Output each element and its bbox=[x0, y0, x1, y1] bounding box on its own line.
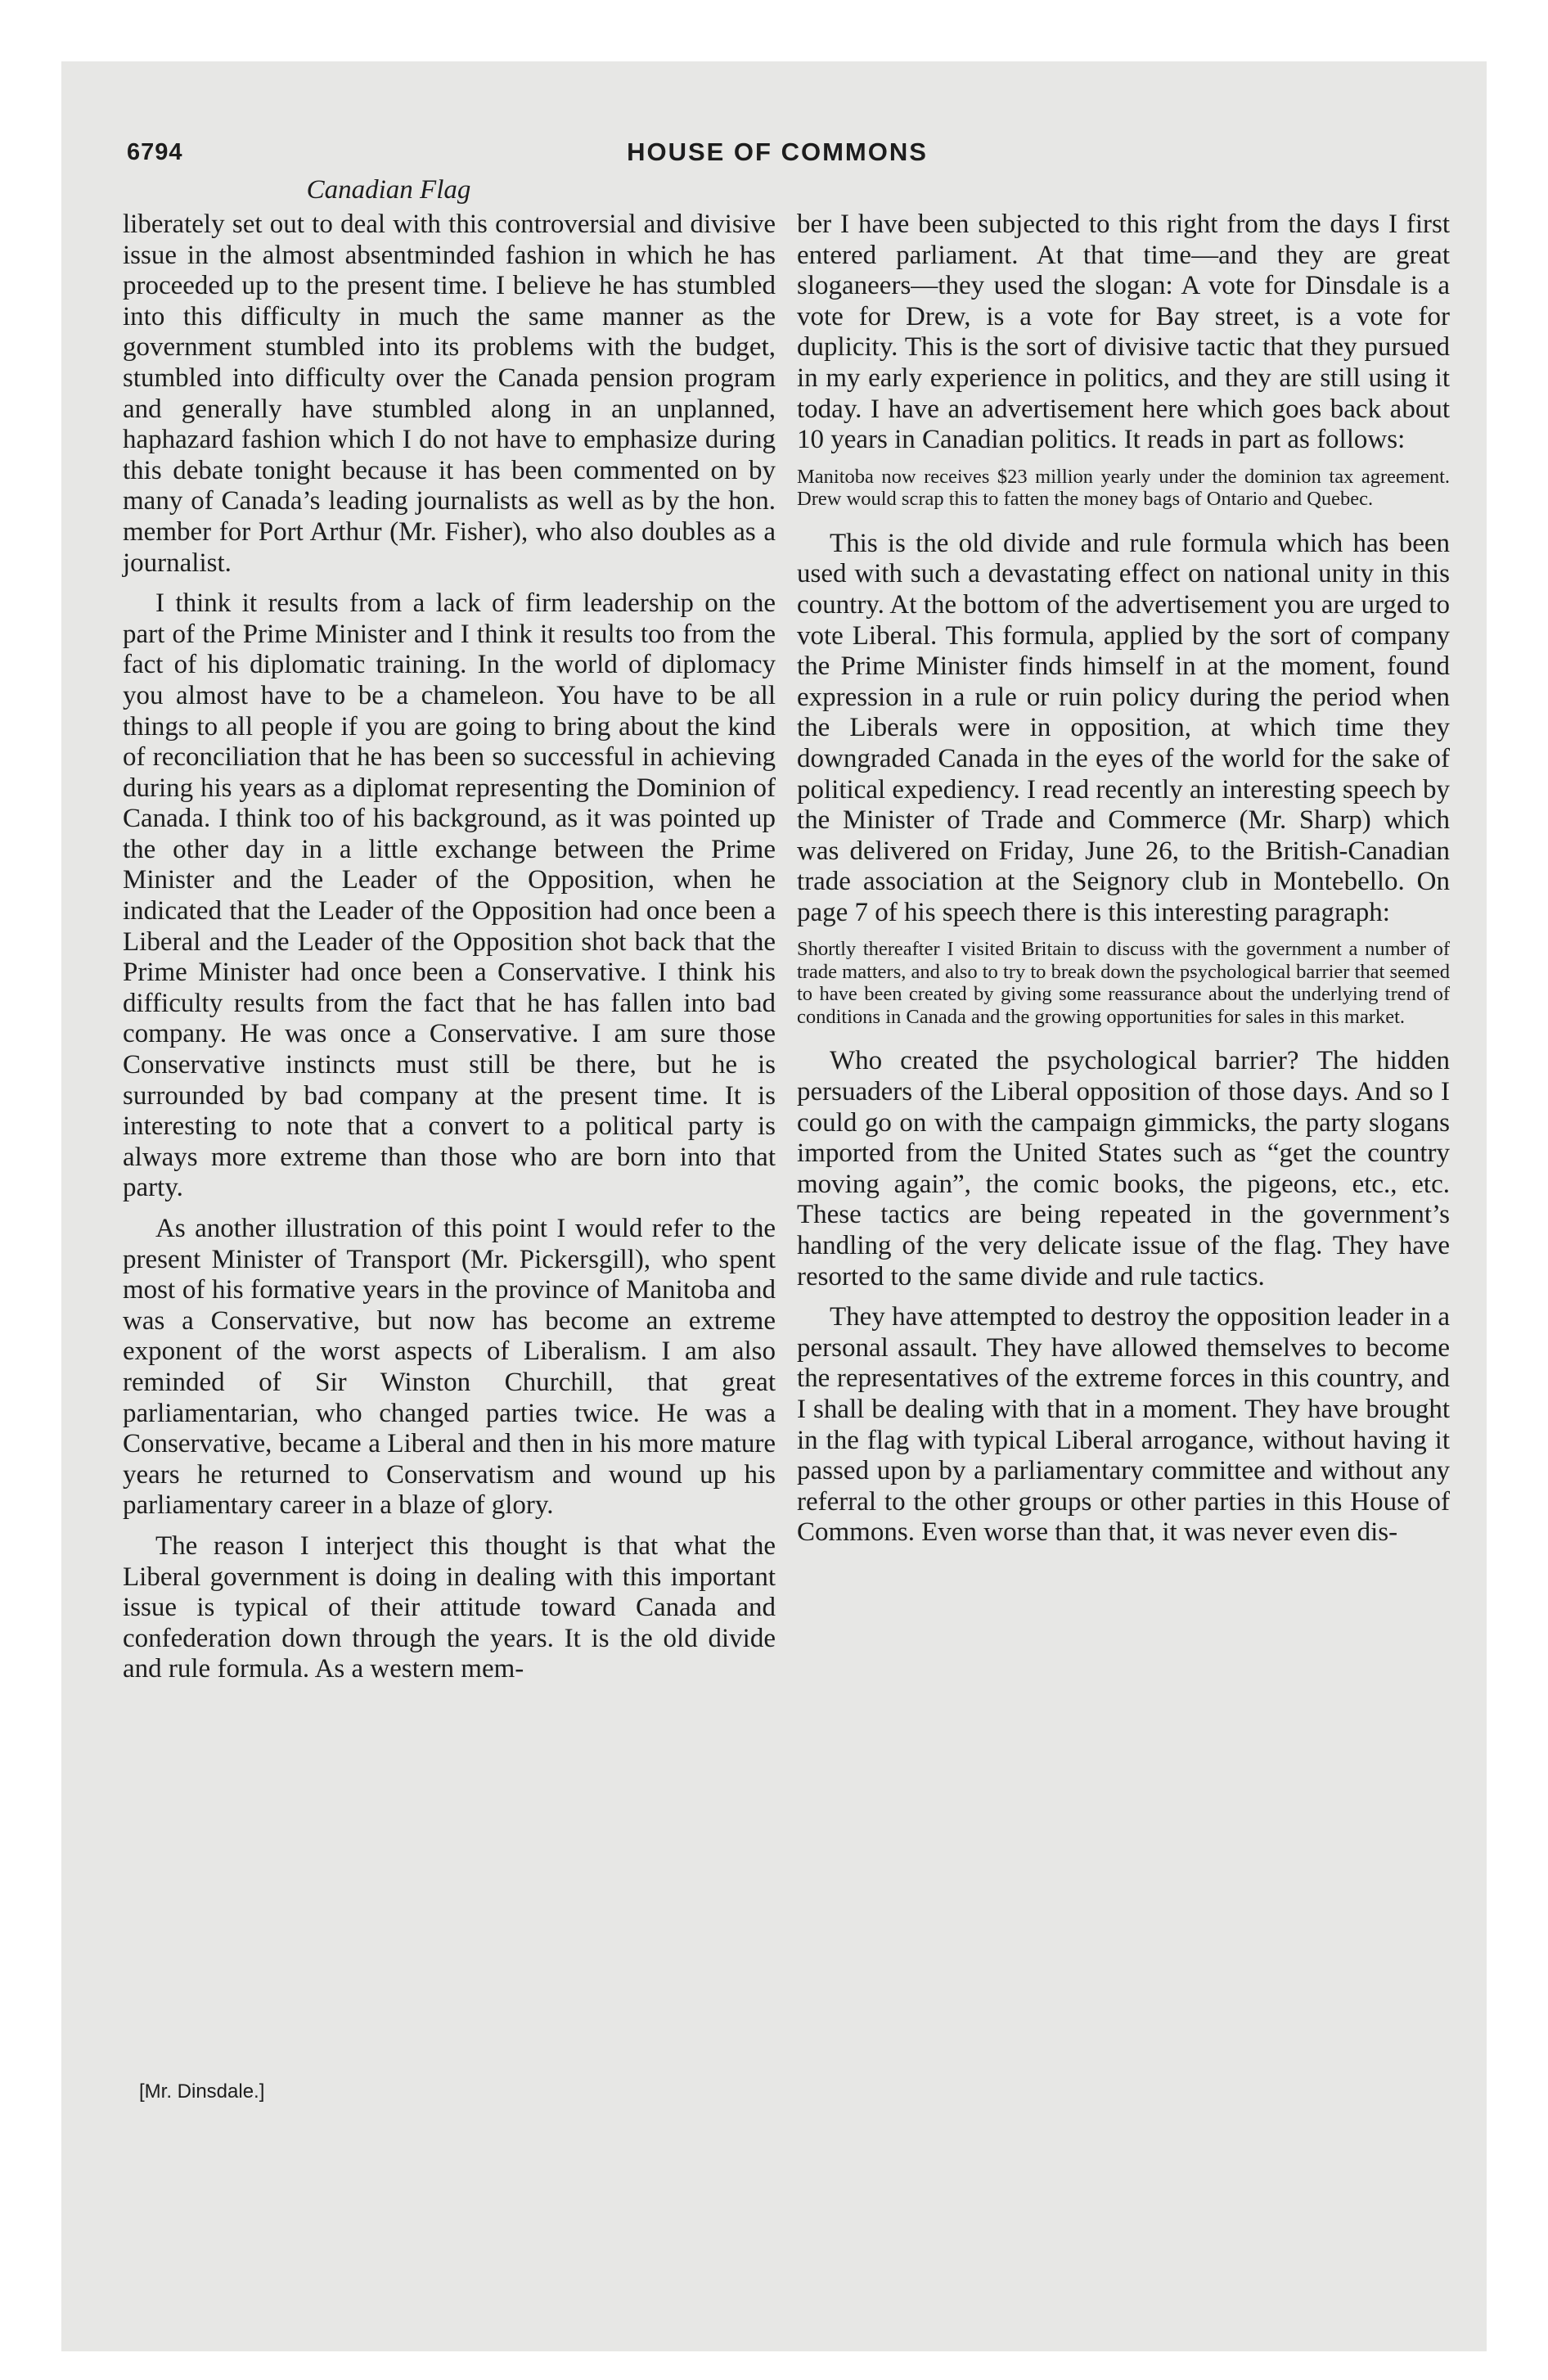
block-quote: Shortly thereafter I visited Britain to discuss with the government a number of trade matters, and also to try to break down the psychological barrier that seemed to have been created by giving some reassurance about the underlying trend of conditions in Canada and the growing opportunities for sales in this market. bbox=[797, 938, 1450, 1028]
paragraph: ber I have been subjected to this right from the days I first entered parliament. At that time—and they are great sloganeers—they used the slogan: A vote for Dinsdale is a vote for Drew, is a vote for Bay street, is a vote for duplicity. This is the sort of divisive tactic that they pursued in my early experience in politics, and they are still using it today. I have an advertisement here which goes back about 10 years in Canadian politics. It reads in part as follows: bbox=[797, 210, 1450, 455]
paragraph: I think it results from a lack of firm leadership on the part of the Prime Minister and I think it results too from the fact of his diplomatic training. In the world of diplomacy you almost have to be a chameleon. You have to be all things to all people if you are going to bring about the kind of reconciliation that he has been so successful in achieving during his years as a diplomat representing the Dominion of Canada. I think too of his background, as it was pointed up the other day in a little exchange between the Prime Minister and the Leader of the Opposition, when he indicated that the Leader of the Opposition had once been a Liberal and the Leader of the Opposition shot back that the Prime Minister had once been a Conservative. I think his difficulty results from the fact that he has fallen into bad company. He was once a Conservative. I am sure those Conservative instincts must still be there, but he is surrounded by bad company at the present time. It is interesting to note that a convert to a political party is always more extreme than those who are born into that party. bbox=[123, 588, 776, 1203]
paragraph: They have attempted to destroy the opposition leader in a personal assault. They have allowed themselves to become the representatives of the extreme forces in this country, and I shall be dealing with that in a moment. They have brought in the flag with typical Liberal arrogance, without having it passed upon by a parliamentary committee and without any referral to the other groups or other parties in this House of Commons. Even worse than that, it was never even dis- bbox=[797, 1302, 1450, 1548]
block-quote: Manitoba now receives $23 million yearly under the dominion tax agreement. Drew would scrap this to fatten the money bags of Ontario and Quebec. bbox=[797, 465, 1450, 511]
paragraph: The reason I interject this thought is that what the Liberal government is doing in dealing with this important issue is typical of their attitude toward Canada and confederation down through the years. It is the old divide and rule formula. As a western mem- bbox=[123, 1530, 776, 1684]
paragraph: liberately set out to deal with this controversial and divisive issue in the almost absentminded fashion in which he has proceeded up to the present time. I believe he has stumbled into this difficulty in much the same manner as the government stumbled into its problems with the budget, stumbled into difficulty over the Canada pension program and generally have stumbled along in an unplanned, haphazard fashion which I do not have to emphasize during this debate tonight because it has been commented on by many of Canada’s leading journalists as well as by the hon. member for Port Arthur (Mr. Fisher), who also doubles as a journalist. bbox=[123, 210, 776, 578]
speaker-note: [Mr. Dinsdale.] bbox=[139, 2080, 265, 2103]
section-title: Canadian Flag bbox=[306, 175, 471, 205]
paragraph: Who created the psychological barrier? The hidden persuaders of the Liberal opposition of those days. And so I could go on with the campaign gimmicks, the party slogans imported from the United States such as “get the country moving again”, the comic books, the pigeons, etc., etc. These tactics are being repeated in the government’s handling of the very delicate issue of the flag. They have resorted to the same divide and rule tactics. bbox=[797, 1046, 1450, 1291]
left-column bbox=[123, 210, 776, 1695]
paragraph: As another illustration of this point I would refer to the present Minister of Transport (Mr. Pickersgill), who spent most of his formative years in the province of Manitoba and was a Conservative, but now has become an extreme exponent of the worst aspects of Liberalism. I am also reminded of Sir Winston Churchill, that great parliamentarian, who changed parties twice. He was a Conservative, became a Liberal and then in his more mature years he returned to Conservatism and wound up his parliamentary career in a blaze of glory. bbox=[123, 1214, 776, 1521]
paragraph: This is the old divide and rule formula which has been used with such a devastating effect on national unity in this country. At the bottom of the advertisement you are urged to vote Liberal. This formula, applied by the sort of company the Prime Minister finds himself in at the moment, found expression in a rule or ruin policy during the period when the Liberals were in opposition, at which time they downgraded Canada in the eyes of the world for the sake of political expediency. I read recently an interesting speech by the Minister of Trade and Commerce (Mr. Sharp) which was delivered on Friday, June 26, to the British-Canadian trade association at the Seignory club in Montebello. On page 7 of his speech there is this interesting paragraph: bbox=[797, 528, 1450, 927]
right-column bbox=[797, 210, 1450, 1558]
page-number: 6794 bbox=[127, 139, 183, 165]
running-head: HOUSE OF COMMONS bbox=[627, 137, 928, 166]
